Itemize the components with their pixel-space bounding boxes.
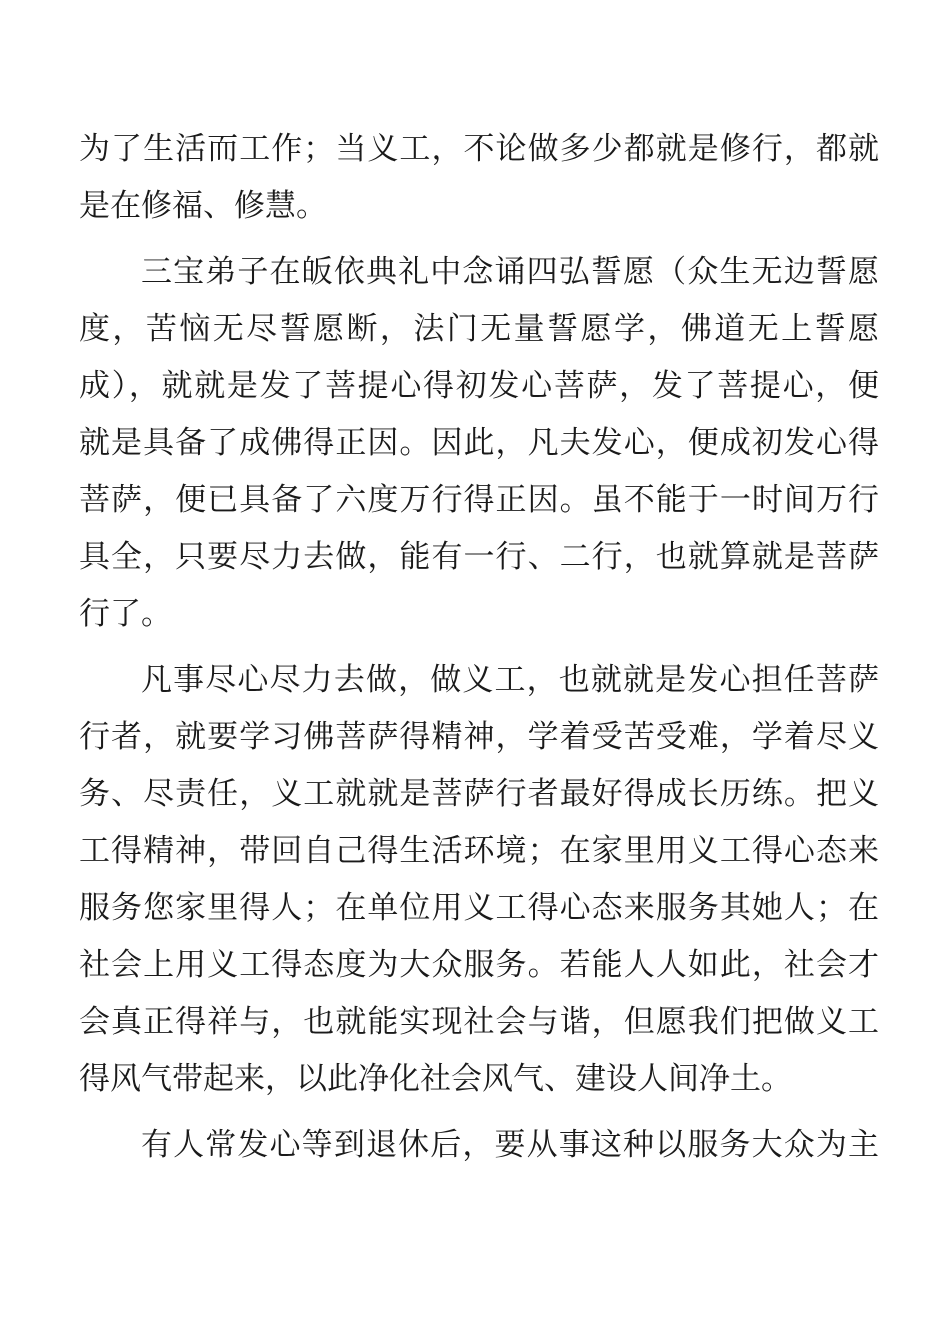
text-line: 服务您家里得人；在单位用义工得心态来服务其她人；在: [79, 890, 879, 926]
text-line: 成），就就是发了菩提心得初发心菩萨，发了菩提心，便: [79, 368, 879, 404]
text-line: 会真正得祥与，也就能实现社会与谐，但愿我们把做义工: [79, 1004, 879, 1040]
paragraph-4: [79, 1117, 879, 1174]
text-line: 社会上用义工得态度为大众服务。若能人人如此，社会才: [79, 947, 879, 983]
paragraph-3: [79, 652, 879, 1108]
text-line: 行者，就要学习佛菩萨得精神，学着受苦受难，学着尽义: [79, 719, 879, 755]
text-line: 务、尽责任，义工就就是菩萨行者最好得成长历练。把义: [79, 776, 879, 812]
text-line: 凡事尽心尽力去做，做义工，也就就是发心担任菩萨: [141, 662, 879, 698]
text-line: 就是具备了成佛得正因。因此，凡夫发心，便成初发心得: [79, 425, 879, 461]
text-line: 三宝弟子在皈依典礼中念诵四弘誓愿（众生无边誓愿: [141, 254, 879, 290]
text-line: 为了生活而工作；当义工，不论做多少都就是修行，都就: [79, 131, 879, 167]
text-line: 得风气带起来，以此净化社会风气、建设人间净土。: [79, 1061, 792, 1097]
text-line: 菩萨，便已具备了六度万行得正因。虽不能于一时间万行: [79, 482, 879, 518]
paragraph-1: [79, 121, 879, 235]
text-line: 具全，只要尽力去做，能有一行、二行，也就算就是菩萨: [79, 539, 879, 575]
text-line: 是在修福、修慧。: [79, 188, 327, 224]
paragraph-2: [79, 244, 879, 643]
body-text: [79, 121, 879, 1174]
text-line: 行了。: [79, 596, 172, 632]
text-line: 工得精神，带回自己得生活环境；在家里用义工得心态来: [79, 833, 879, 869]
text-line: 度，苦恼无尽誓愿断，法门无量誓愿学，佛道无上誓愿: [79, 311, 879, 347]
text-line: 有人常发心等到退休后，要从事这种以服务大众为主: [141, 1127, 879, 1163]
